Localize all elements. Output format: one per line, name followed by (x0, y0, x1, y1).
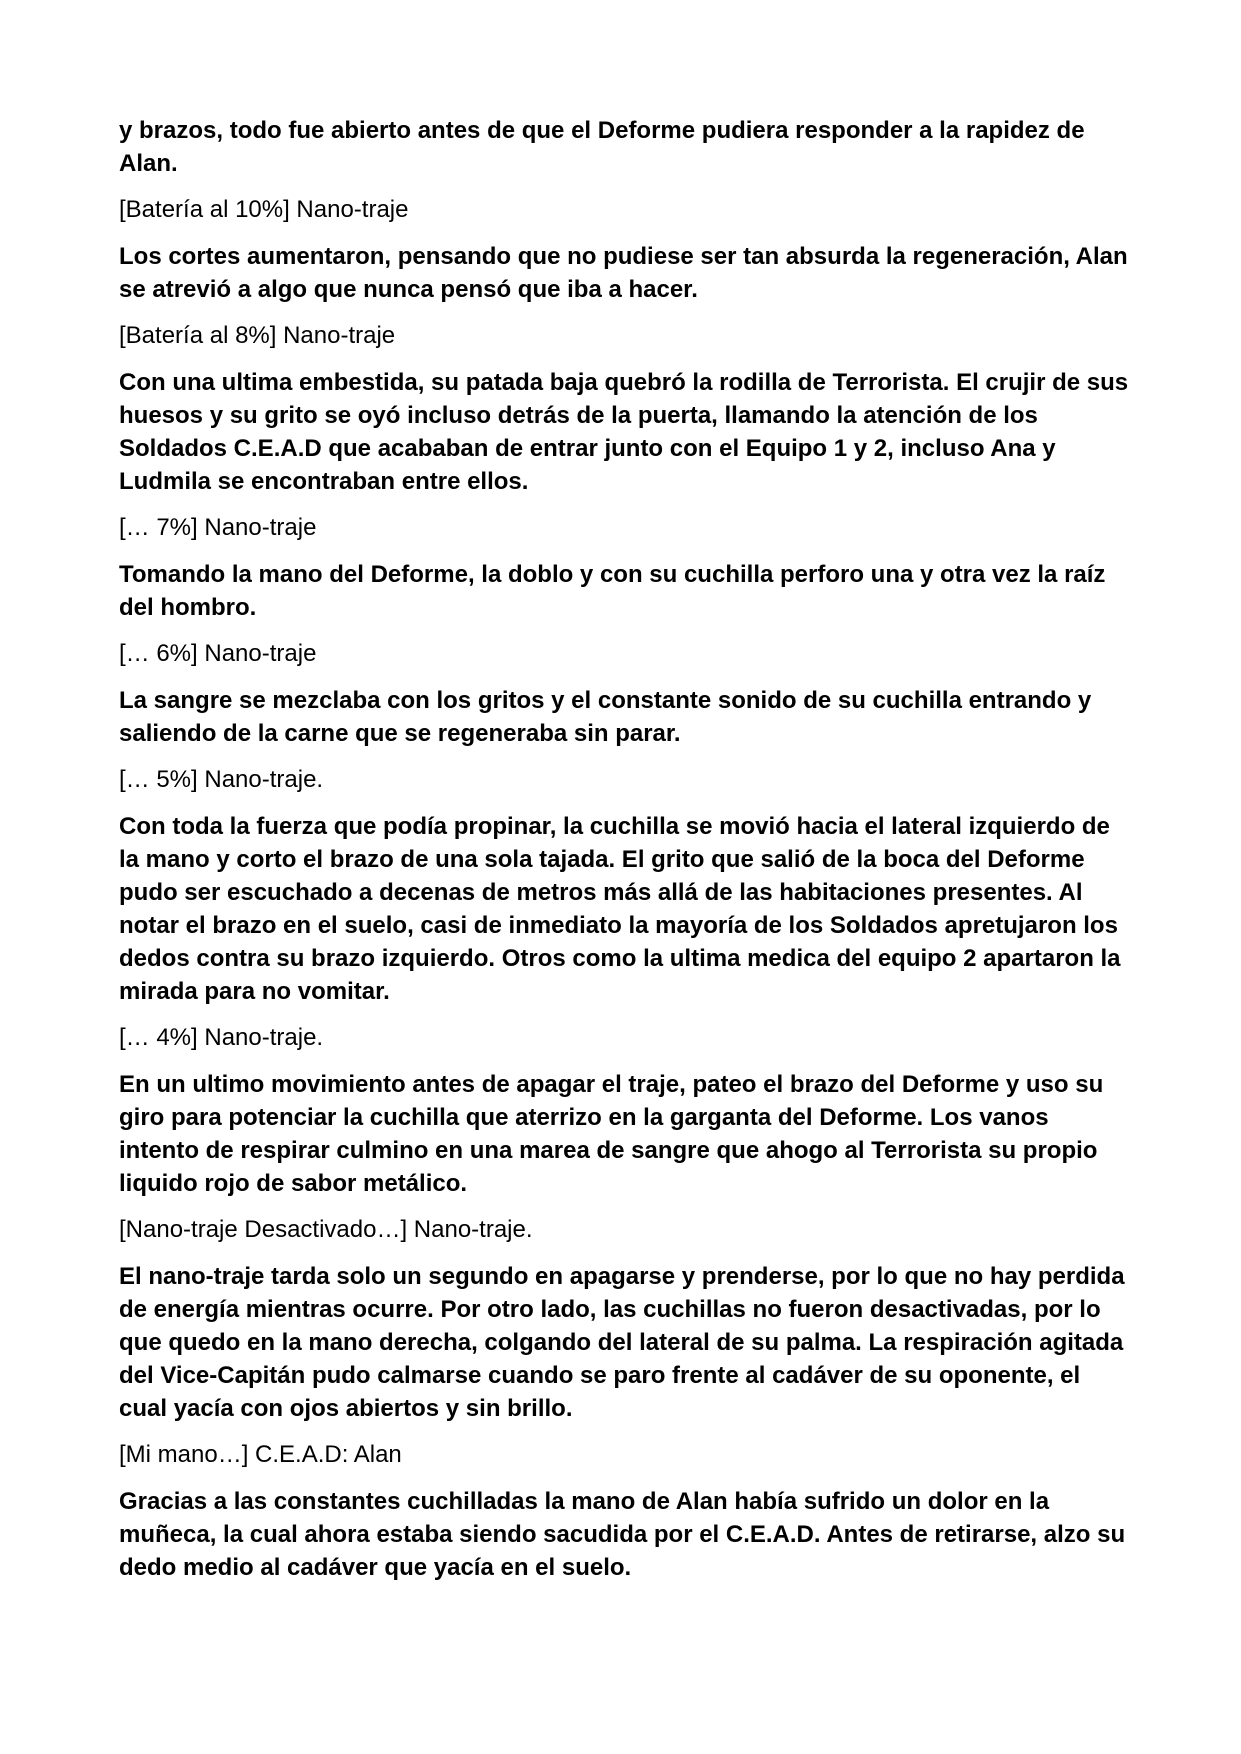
narration-paragraph: Gracias a las constantes cuchilladas la mano de Alan había sufrido un dolor en la muñeca, la cual ahora estaba siendo sacudida por el C.E.A.D. Antes de retirarse, alzo su dedo medio al cadáver que yacía en el suelo. (119, 1488, 1126, 1581)
dialogue-line: [Batería al 10%] Nano-traje (119, 196, 409, 223)
document-page (119, 114, 1129, 1597)
narration-paragraph: El nano-traje tarda solo un segundo en apagarse y prenderse, por lo que no hay perdida de energía mientras ocurre. Por otro lado, las cuchillas no fueron desactivadas, por lo que quedo en la mano derecha, colgando del lateral de su palma. La respiración agitada del Vice-Capitán pudo calmarse cuando se paro frente al cadáver de su oponente, el cual yacía con ojos abiertos y sin brillo. (119, 1263, 1125, 1422)
narration-paragraph: Con toda la fuerza que podía propinar, la cuchilla se movió hacia el lateral izquierdo de la mano y corto el brazo de una sola tajada. El grito que salió de la boca del Deforme pudo ser escuchado a decenas de metros más allá de las habitaciones presentes. Al notar el brazo en el suelo, casi de inmediato la mayoría de los Soldados apretujaron los dedos contra su brazo izquierdo. Otros como la ultima medica del equipo 2 apartaron la mirada para no vomitar. (119, 813, 1121, 1005)
dialogue-line: [… 5%] Nano-traje. (119, 766, 324, 793)
dialogue-line: [… 6%] Nano-traje (119, 640, 317, 667)
dialogue-line: [… 7%] Nano-traje (119, 514, 317, 541)
narration-paragraph: La sangre se mezclaba con los gritos y el constante sonido de su cuchilla entrando y saliendo de la carne que se regeneraba sin parar. (119, 687, 1092, 747)
narration-paragraph: En un ultimo movimiento antes de apagar el traje, pateo el brazo del Deforme y uso su giro para potenciar la cuchilla que aterrizo en la garganta del Deforme. Los vanos intento de respirar culmino en una marea de sangre que ahogo al Terrorista su propio liquido rojo de sabor metálico. (119, 1071, 1104, 1197)
narration-paragraph: Los cortes aumentaron, pensando que no pudiese ser tan absurda la regeneración, Alan se atrevió a algo que nunca pensó que iba a hacer. (119, 243, 1128, 303)
dialogue-line: [Batería al 8%] Nano-traje (119, 322, 396, 349)
dialogue-line: [… 4%] Nano-traje. (119, 1024, 324, 1051)
narration-paragraph: Con una ultima embestida, su patada baja quebró la rodilla de Terrorista. El crujir de sus huesos y su grito se oyó incluso detrás de la puerta, llamando la atención de los Soldados C.E.A.D que acababan de entrar junto con el Equipo 1 y 2, incluso Ana y Ludmila se encontraban entre ellos. (119, 369, 1129, 495)
narration-paragraph: y brazos, todo fue abierto antes de que el Deforme pudiera responder a la rapidez de Alan. (119, 117, 1085, 177)
narration-paragraph: Tomando la mano del Deforme, la doblo y con su cuchilla perforo una y otra vez la raíz del hombro. (119, 561, 1106, 621)
dialogue-line: [Nano-traje Desactivado…] Nano-traje. (119, 1216, 533, 1243)
dialogue-line: [Mi mano…] C.E.A.D: Alan (119, 1441, 402, 1468)
